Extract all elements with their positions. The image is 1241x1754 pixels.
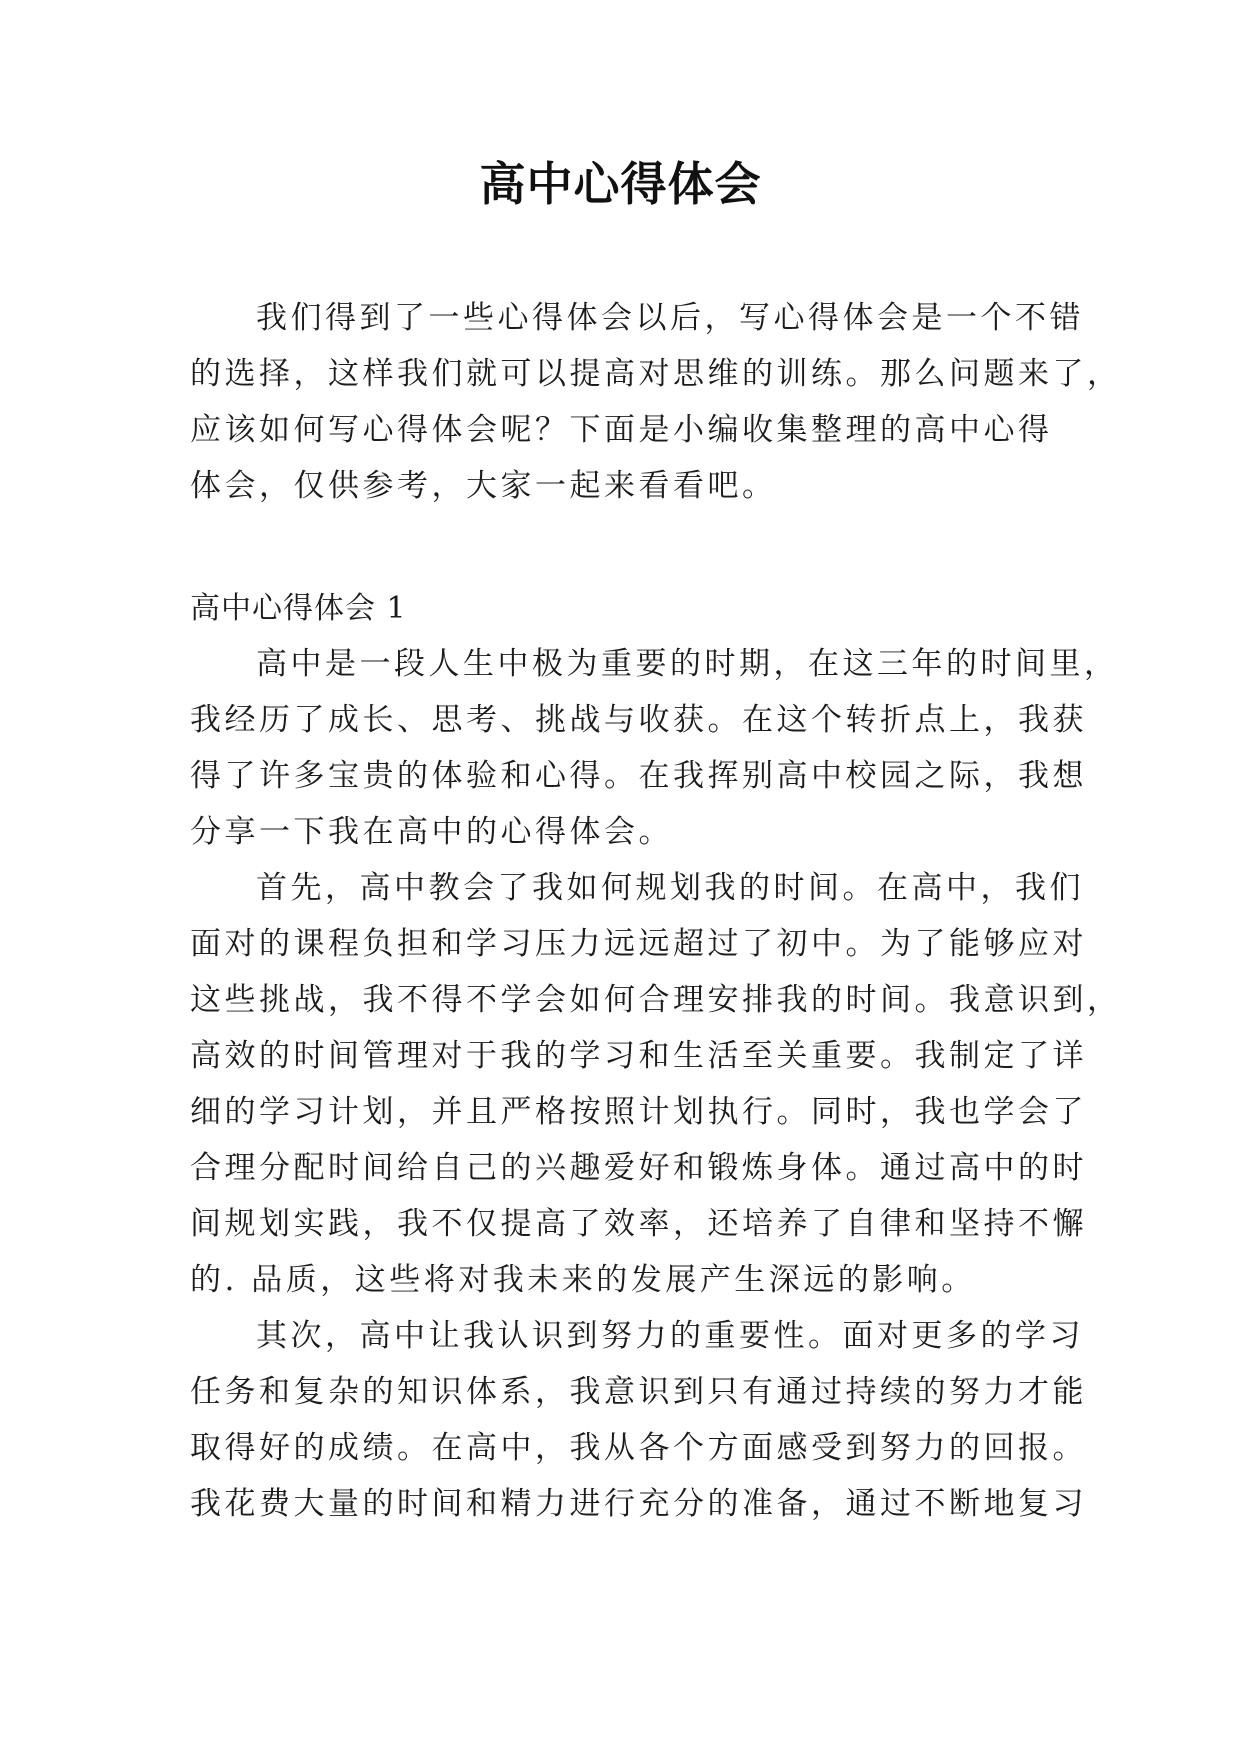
text-line: 体会，仅供参考，大家一起来看看吧。	[190, 468, 777, 504]
text-line: 高中是一段人生中极为重要的时期，在这三年的时间里，	[256, 646, 1119, 682]
text-line: 高效的时间管理对于我的学习和生活至关重要。我制定了详	[190, 1038, 1087, 1074]
text-line: 间规划实践，我不仅提高了效率，还培养了自律和坚持不懈	[190, 1206, 1087, 1242]
text-line: 取得好的成绩。在高中，我从各个方面感受到努力的回报。	[190, 1430, 1087, 1466]
text-line: 的选择，这样我们就可以提高对思维的训练。那么问题来了，	[190, 356, 1122, 392]
text-line: 这些挑战，我不得不学会如何合理安排我的时间。我意识到，	[190, 982, 1122, 1018]
text-line: 合理分配时间给自己的兴趣爱好和锻炼身体。通过高中的时	[190, 1150, 1087, 1186]
text-line: 我们得到了一些心得体会以后，写心得体会是一个不错	[256, 300, 1084, 336]
text-line: 我经历了成长、思考、挑战与收获。在这个转折点上，我获	[190, 702, 1087, 738]
text-line: 其次，高中让我认识到努力的重要性。面对更多的学习	[256, 1318, 1084, 1354]
text-line: 首先，高中教会了我如何规划我的时间。在高中，我们	[256, 870, 1084, 906]
document-title: 高中心得体会	[479, 157, 762, 211]
text-line: 的. 品质，这些将对我未来的发展产生深远的影响。	[190, 1262, 976, 1298]
text-line: 细的学习计划，并且严格按照计划执行。同时，我也学会了	[190, 1094, 1087, 1130]
text-line: 应该如何写心得体会呢？下面是小编收集整理的高中心得	[190, 412, 1053, 448]
intro-paragraph	[190, 290, 1122, 514]
section-heading: 高中心得体会 1	[190, 591, 407, 626]
section-body	[190, 636, 1122, 1532]
text-line: 得了许多宝贵的体验和心得。在我挥别高中校园之际，我想	[190, 758, 1087, 794]
text-line: 面对的课程负担和学习压力远远超过了初中。为了能够应对	[190, 926, 1087, 962]
text-line: 任务和复杂的知识体系，我意识到只有通过持续的努力才能	[190, 1374, 1087, 1410]
text-line: 我花费大量的时间和精力进行充分的准备，通过不断地复习	[190, 1486, 1087, 1522]
text-line: 分享一下我在高中的心得体会。	[190, 814, 673, 850]
